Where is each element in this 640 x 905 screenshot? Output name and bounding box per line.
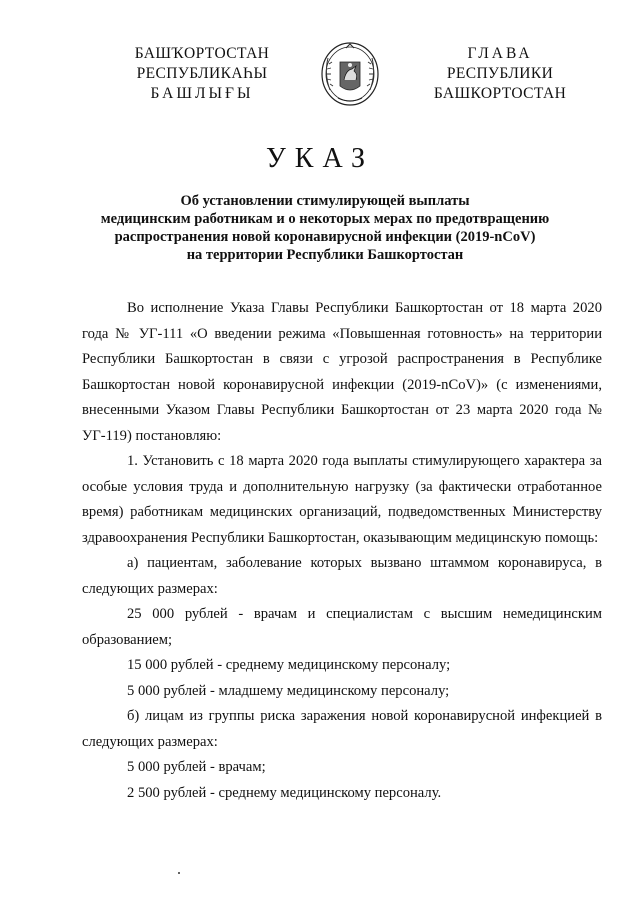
header-right-line-1: ГЛАВА [467, 45, 533, 62]
subtitle-line-4: на территории Республики Башкортостан [186, 247, 464, 263]
subtitle-line-1: Об установлении стимулирующей выплаты [180, 193, 470, 209]
paragraph-rate-junior-staff: 5 000 рублей - младшему медицинскому персоналу; [127, 682, 450, 699]
header-left-line-2: РЕСПУБЛИКАҺЫ [136, 65, 268, 82]
paragraph-rate-risk-mid-staff: 2 500 рублей - среднему медицинскому персоналу. [127, 784, 442, 801]
paragraph-rate-mid-staff: 15 000 рублей - среднему медицинскому персоналу; [127, 657, 451, 673]
paragraph-item-1a: а) пациентам, заболевание которых вызвано штаммом коронавируса, в следующих размерах: [82, 555, 602, 597]
header-right-line-2: РЕСПУБЛИКИ [446, 65, 554, 82]
document-title: УКАЗ [265, 143, 375, 174]
paragraph-rate-risk-doctors: 5 000 рублей - врачам; [127, 759, 266, 775]
header-left-block [112, 44, 292, 104]
paragraph-item-1b: б) лицам из группы риска заражения новой коронавирусной инфекцией в следующих размерах: [82, 708, 602, 750]
subtitle-line-2: медицинским работникам и о некоторых мерах по предотвращению [100, 211, 550, 227]
header-right-block [420, 44, 580, 104]
subtitle-line-3: распространения новой коронавирусной инфекции (2019-nCoV) [114, 229, 536, 245]
paragraph-preamble: Во исполнение Указа Главы Республики Башкортостан от 18 марта 2020 года № УГ-111 «О введении режима «Повышенная готовность» на территории Республики Башкортостан в связи с угрозой распространения в Республике Башкортостан новой коронавирусной инфекции (2019-nCoV)» (с изменениями, внесенными Указом Главы Республики Башкортостан от 23 марта 2020 года № УГ-119) постановляю: [82, 300, 602, 444]
header-left-line-1: БАШҠОРТОСТАН [134, 45, 270, 62]
header-left-line-3: БАШЛЫҒЫ [150, 85, 254, 102]
paragraph-rate-doctors: 25 000 рублей - врачам и специалистам с высшим немедицинским образованием; [82, 606, 602, 648]
paragraph-item-1: 1. Установить с 18 марта 2020 года выплаты стимулирующего характера за особые условия труда и дополнительную нагрузку (за фактически отработанное время) работникам медицинских организаций, подведомственных Министерству здравоохранения Республики Башкортостан, оказывающим медицинскую помощь: [82, 453, 602, 546]
document-subtitle [90, 192, 560, 264]
document-body [82, 296, 602, 806]
bashkortostan-coat-of-arms-icon [318, 40, 382, 108]
scan-speck [178, 872, 180, 874]
header-right-line-3: БАШКОРТОСТАН [433, 85, 567, 102]
